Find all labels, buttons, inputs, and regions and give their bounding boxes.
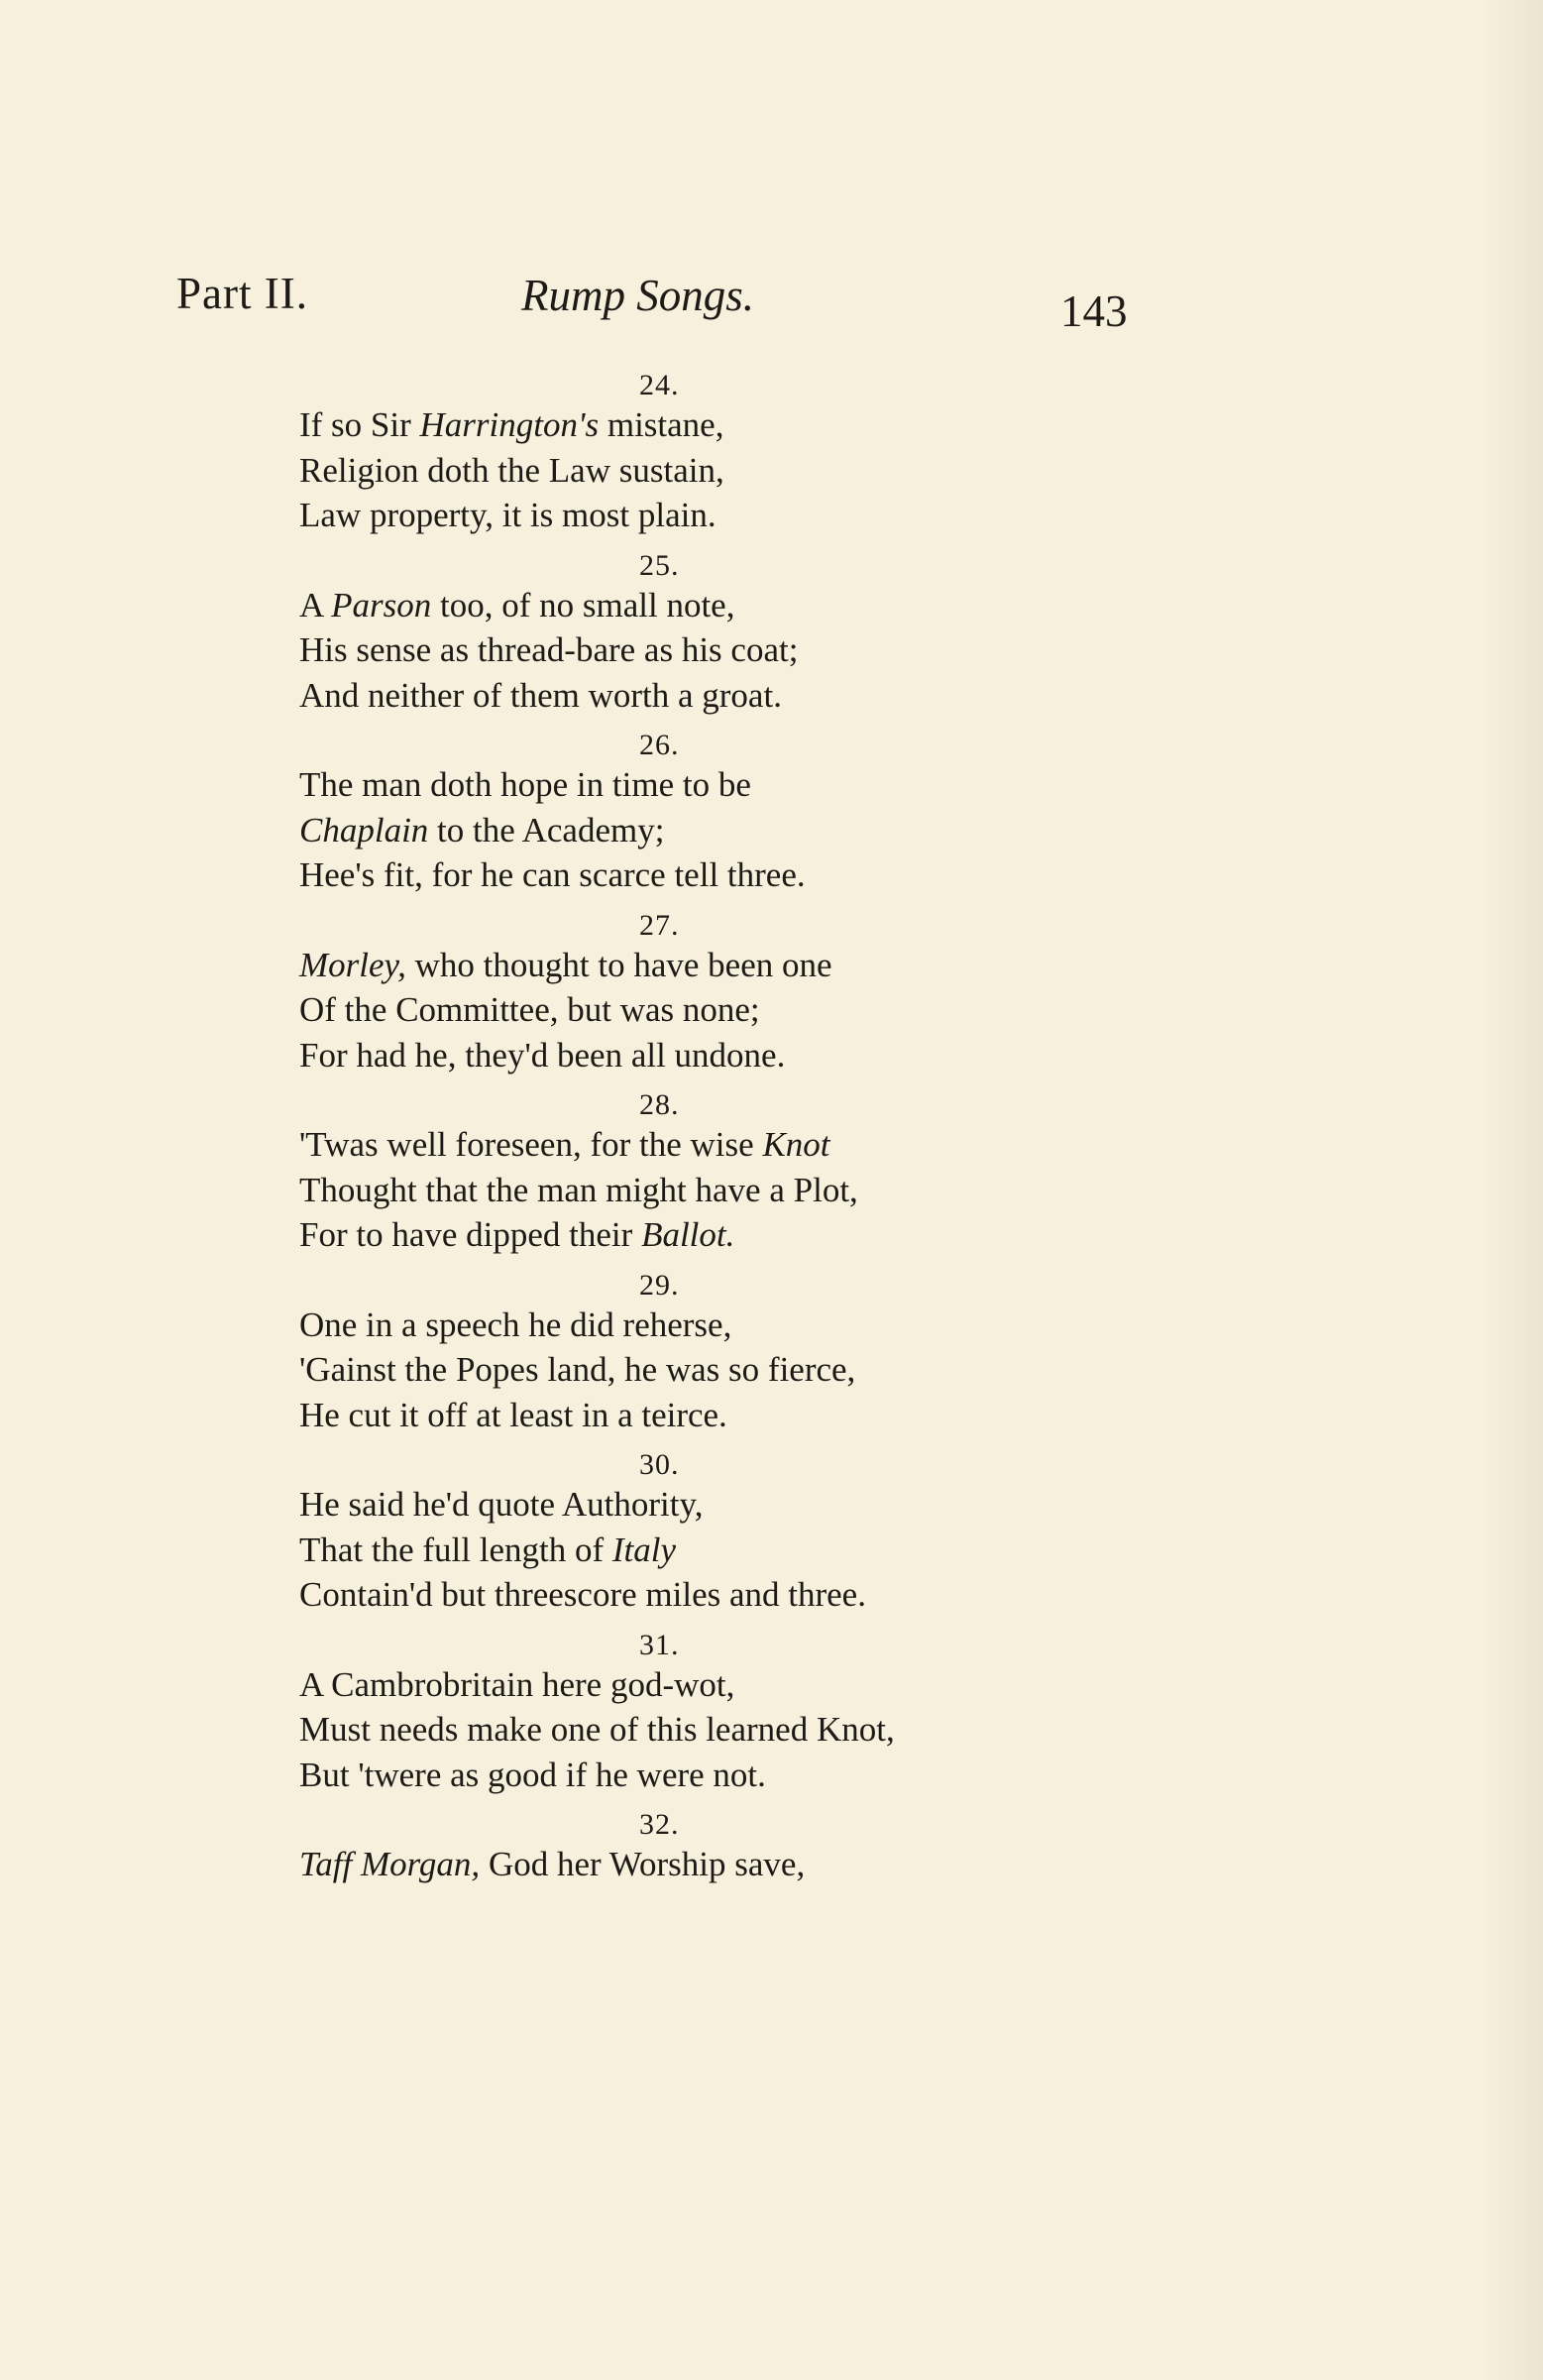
verse-text: who thought to have been one [405,945,832,984]
stanza-number: 30. [639,1448,680,1481]
stanza [299,549,1092,719]
verse-text: 'Gainst the Popes land, he was so fierce, [299,1350,856,1389]
verse-line [299,1528,1092,1573]
verse-line [299,1707,1092,1753]
stanza-gap [299,1797,1092,1808]
part-label: Part II. [176,269,308,318]
stanza-gap [299,1077,1092,1088]
stanza-number: 25. [639,548,680,582]
stanza [299,1269,1092,1438]
verse-italic-text: Taff Morgan, [299,1845,481,1883]
running-header [176,268,1128,347]
verse-line [299,1303,1092,1348]
stanza [299,1448,1092,1618]
verse-text: too, of no small note, [431,585,735,624]
verse-line [299,448,1092,494]
poem-body [299,369,1092,1887]
stanza-gap [299,1437,1092,1448]
verse-text: The man doth hope in time to be [299,765,751,804]
stanza-number: 32. [639,1808,680,1841]
verse-line [299,673,1092,719]
verse-text: If so Sir [299,405,420,444]
verse-italic-text: Ballot. [641,1215,735,1254]
stanza-number: 31. [639,1628,680,1661]
verse-italic-text: Knot [762,1125,830,1164]
verse-line [299,1212,1092,1258]
verse-line [299,1482,1092,1528]
stanza-number: 29. [639,1268,680,1302]
verse-line [299,1033,1092,1078]
verse-line [299,943,1092,988]
verse-text: Contain'd but threescore miles and three. [299,1575,866,1614]
verse-line [299,1572,1092,1618]
page-edge-shadow [1484,0,1543,2380]
verse-text: Law property, it is most plain. [299,496,716,534]
verse-line [299,583,1092,628]
stanza [299,369,1092,538]
verse-text: A [299,585,332,624]
verse-line [299,493,1092,538]
stanza-gap [299,538,1092,549]
stanza [299,909,1092,1078]
verse-italic-text: Chaplain [299,810,429,850]
verse-text: A Cambrobritain here god-wot, [299,1664,735,1704]
verse-text: to the Academy; [428,810,665,850]
verse-text: He cut it off at least in a teirce. [299,1395,727,1434]
verse-text: For to have dipped their [299,1215,642,1254]
stanza [299,1808,1092,1887]
verse-text: God her Worship save, [480,1845,806,1883]
stanza-gap [299,898,1092,909]
verse-italic-text: Parson [331,585,432,624]
verse-line [299,1753,1092,1798]
verse-text: But 'twere as good if he were not. [299,1755,766,1794]
stanza-number: 24. [639,369,680,401]
stanza-gap [299,718,1092,729]
stanza-number: 26. [639,729,680,761]
verse-text: Thought that the man might have a Plot, [299,1170,858,1209]
verse-line [299,1662,1092,1708]
stanza-gap [299,1258,1092,1269]
verse-italic-text: Morley, [299,945,406,984]
verse-text: Must needs make one of this learned Knot, [299,1710,895,1749]
verse-line [299,762,1092,808]
stanza [299,1088,1092,1258]
verse-text: His sense as thread-bare as his coat; [299,630,799,669]
verse-text: mistane, [599,405,724,444]
verse-line [299,1122,1092,1168]
verse-line [299,1393,1092,1438]
verse-line [299,852,1092,898]
running-title: Rump Songs. [521,271,754,320]
verse-text: 'Twas well foreseen, for the wise [299,1125,763,1164]
verse-text: One in a speech he did reherse, [299,1304,732,1344]
stanza-number: 27. [639,908,680,942]
verse-line [299,627,1092,673]
stanza [299,729,1092,898]
verse-text: He said he'd quote Authority, [299,1485,704,1524]
verse-line [299,1347,1092,1393]
verse-text: And neither of them worth a groat. [299,675,782,715]
stanza-number: 28. [639,1088,680,1121]
verse-text: Hee's fit, for he can scarce tell three. [299,855,806,894]
verse-line [299,402,1092,448]
stanza [299,1629,1092,1798]
stanza-gap [299,1618,1092,1629]
verse-text: That the full length of [299,1530,612,1569]
verse-line [299,808,1092,853]
verse-text: For had he, they'd been all undone. [299,1035,786,1075]
verse-line [299,1168,1092,1213]
verse-line [299,1842,1092,1887]
verse-text: Of the Committee, but was none; [299,990,760,1029]
verse-italic-text: Harrington's [419,405,600,444]
verse-line [299,987,1092,1033]
page-number: 143 [1060,286,1128,336]
verse-text: Religion doth the Law sustain, [299,450,724,490]
verse-italic-text: Italy [611,1530,677,1569]
